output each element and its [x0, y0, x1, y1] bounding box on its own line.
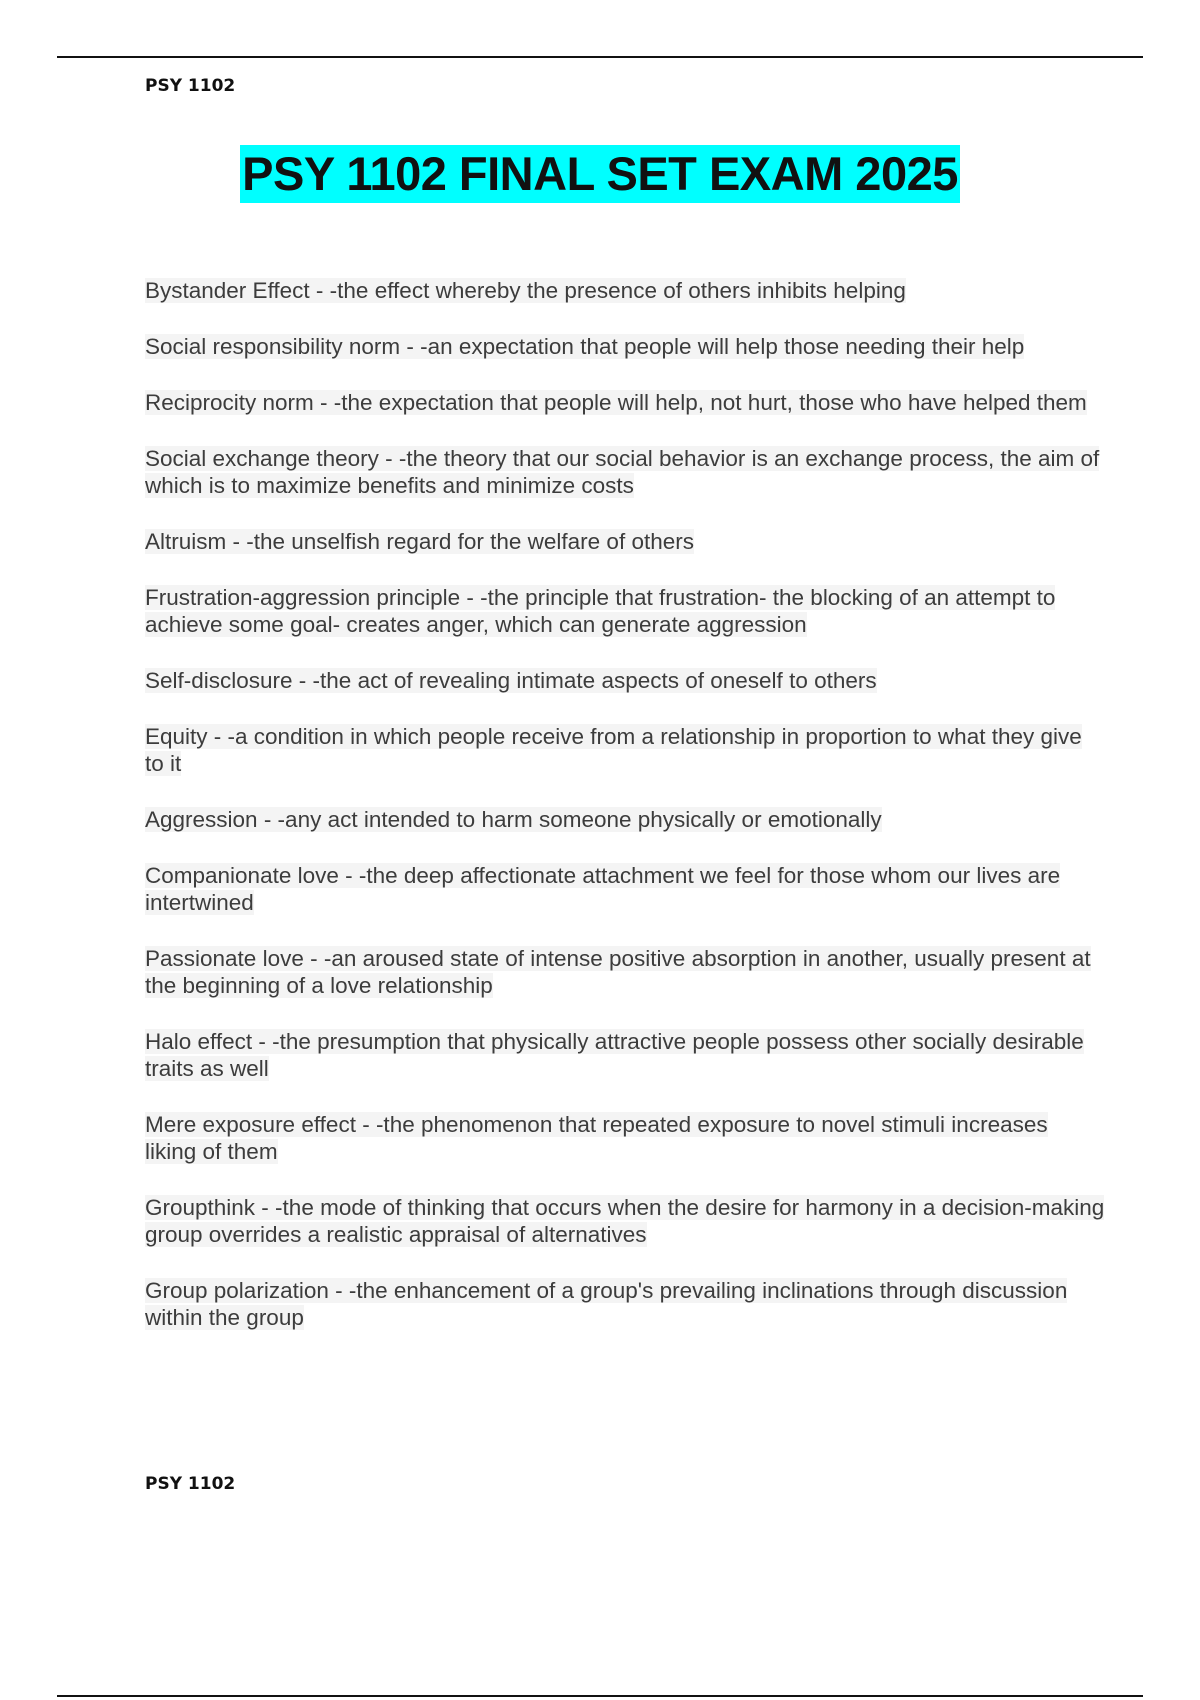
term-definition: Groupthink - -the mode of thinking that occurs when the desire for harmony in a decision-making group overrides a realistic appraisal of alternatives — [145, 1195, 1105, 1247]
term-definition: Mere exposure effect - -the phenomenon that repeated exposure to novel stimuli increases liking of them — [145, 1112, 1048, 1164]
list-item — [145, 945, 1105, 999]
term-definition: Equity - -a condition in which people receive from a relationship in proportion to what they give to it — [145, 724, 1082, 776]
top-rule — [57, 56, 1143, 58]
term-definition: Reciprocity norm - -the expectation that people will help, not hurt, those who have helped them — [145, 390, 1087, 415]
list-item — [145, 389, 1105, 416]
list-item — [145, 806, 1105, 833]
list-item — [145, 1111, 1105, 1165]
term-definition: Bystander Effect - -the effect whereby the presence of others inhibits helping — [145, 278, 906, 303]
term-definition: Self-disclosure - -the act of revealing intimate aspects of oneself to others — [145, 668, 877, 693]
term-definition: Group polarization - -the enhancement of a group's prevailing inclinations through discussion within the group — [145, 1278, 1068, 1330]
term-definition: Frustration-aggression principle - -the principle that frustration- the blocking of an attempt to achieve some goal- creates anger, which can generate aggression — [145, 585, 1056, 637]
list-item — [145, 1277, 1105, 1331]
list-item — [145, 862, 1105, 916]
list-item — [145, 723, 1105, 777]
list-item — [145, 1028, 1105, 1082]
document-title: PSY 1102 FINAL SET EXAM 2025 — [240, 145, 960, 203]
term-definition: Companionate love - -the deep affectionate attachment we feel for those whom our lives are intertwined — [145, 863, 1061, 915]
bottom-rule — [57, 1695, 1143, 1697]
term-definition: Altruism - -the unselfish regard for the welfare of others — [145, 529, 694, 554]
term-definition: Passionate love - -an aroused state of intense positive absorption in another, usually present at the beginning of a love relationship — [145, 946, 1091, 998]
page-header-label: PSY 1102 — [145, 76, 236, 96]
list-item — [145, 1194, 1105, 1248]
term-definition: Social responsibility norm - -an expectation that people will help those needing their help — [145, 334, 1025, 359]
term-definition: Aggression - -any act intended to harm someone physically or emotionally — [145, 807, 882, 832]
list-item — [145, 333, 1105, 360]
page-footer-label: PSY 1102 — [145, 1474, 236, 1494]
list-item — [145, 445, 1105, 499]
term-definition: Social exchange theory - -the theory that our social behavior is an exchange process, the aim of which is to maximize benefits and minimize costs — [145, 446, 1100, 498]
term-definition: Halo effect - -the presumption that physically attractive people possess other socially desirable traits as well — [145, 1029, 1084, 1081]
list-item — [145, 584, 1105, 638]
list-item — [145, 277, 1105, 304]
list-item — [145, 667, 1105, 694]
list-item — [145, 528, 1105, 555]
term-list — [145, 277, 1105, 1360]
title-container — [0, 145, 1200, 203]
